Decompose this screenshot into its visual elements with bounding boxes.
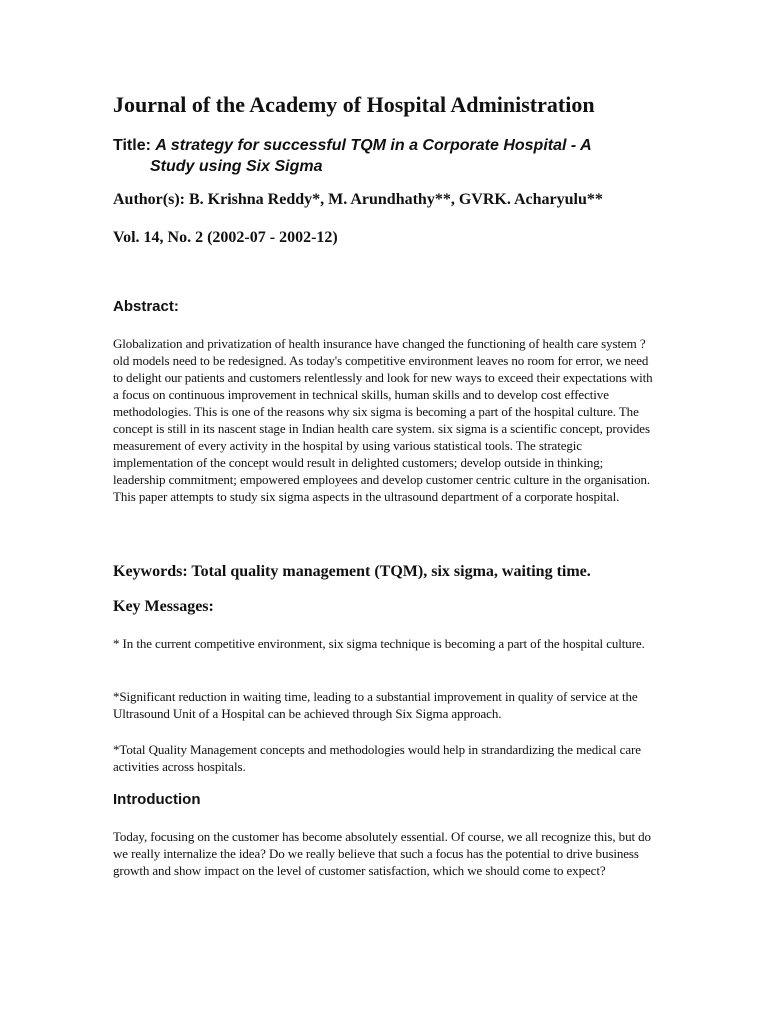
key-message-item: * In the current competitive environment, six sigma technique is becoming a part of the hospital culture. bbox=[113, 636, 645, 651]
key-message-item: *Significant reduction in waiting time, leading to a substantial improvement in quality of service at the Ultrasound Unit of a Hospital can be achieved through Six Sigma approach. bbox=[113, 689, 638, 721]
title-label: Title: bbox=[113, 137, 151, 154]
article-title-line-1: A strategy for successful TQM in a Corporate Hospital - A bbox=[155, 137, 592, 154]
journal-title: Journal of the Academy of Hospital Administration bbox=[113, 92, 595, 117]
key-message-item: *Total Quality Management concepts and methodologies would help in strandardizing the medical care activities across hospitals. bbox=[113, 742, 641, 774]
volume-line: Vol. 14, No. 2 (2002-07 - 2002-12) bbox=[113, 229, 338, 246]
abstract-heading: Abstract: bbox=[113, 298, 179, 315]
introduction-heading: Introduction bbox=[113, 791, 201, 808]
key-messages-heading: Key Messages: bbox=[113, 598, 214, 615]
keywords-line: Keywords: Total quality management (TQM), six sigma, waiting time. bbox=[113, 563, 591, 580]
abstract-text: Globalization and privatization of health insurance have changed the functioning of health care system ? old models need to be redesigned. As today's competitive environment leaves no room for error, we need to delight our patients and customers relentlessly and look for new ways to exceed their expectations with a focus on continuous improvement in technical skills, human skills and to develop cost effective methodologies. This is one of the reasons why six sigma is becoming a part of the hospital culture. The concept is still in its nascent stage in Indian health care system. six sigma is a scientific concept, provides measurement of every activity in the hospital by using various statistical tools. The strategic implementation of the concept would result in delighted customers; develop outside in thinking; leadership commitment; empowered employees and develop customer centric culture in the organisation. This paper attempts to study six sigma aspects in the ultrasound department of a corporate hospital. bbox=[113, 336, 653, 504]
authors-line: Author(s): B. Krishna Reddy*, M. Arundhathy**, GVRK. Acharyulu** bbox=[113, 191, 603, 208]
article-title-block bbox=[113, 135, 658, 177]
introduction-text: Today, focusing on the customer has become absolutely essential. Of course, we all recognize this, but do we really internalize the idea? Do we really believe that such a focus has the potential to drive business growth and show impact on the level of customer satisfaction, which we should come to expect? bbox=[113, 829, 651, 878]
article-title-line-2: Study using Six Sigma bbox=[150, 158, 323, 175]
